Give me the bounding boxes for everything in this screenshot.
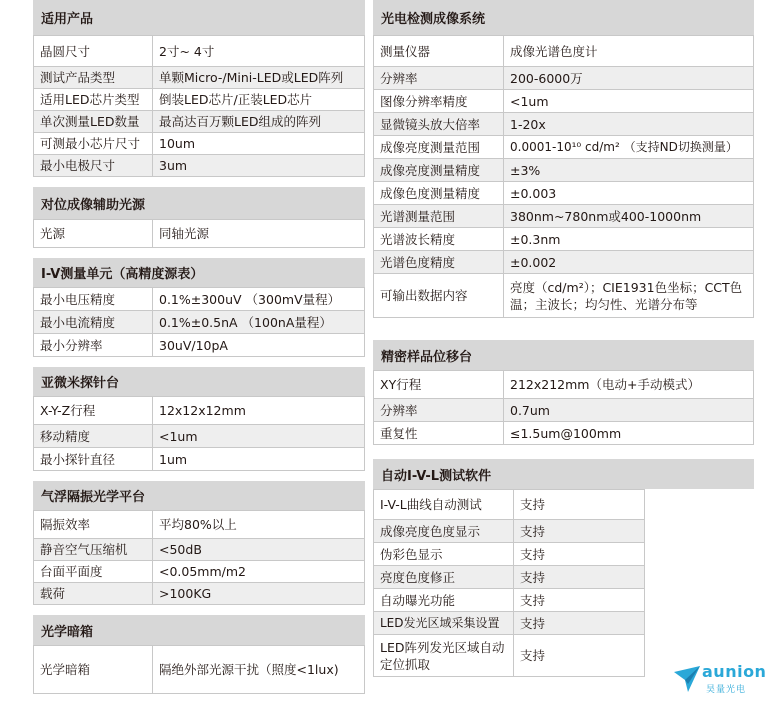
spec-value: <50dB <box>153 539 365 561</box>
spec-label: 显微镜头放大倍率 <box>374 113 504 136</box>
spec-value: 0.0001-10¹⁰ cd/m² （支持ND切换测量） <box>504 136 754 159</box>
spec-label: 最小探针直径 <box>34 448 153 471</box>
spec-value: 380nm~780nm或400-1000nm <box>504 205 754 228</box>
spec-value: 1-20x <box>504 113 754 136</box>
spec-value: <1um <box>153 425 365 448</box>
spec-value: 3um <box>153 155 365 177</box>
spec-value: ≤1.5um@100mm <box>504 422 754 445</box>
spec-value: 1um <box>153 448 365 471</box>
spec-label: XY行程 <box>374 371 504 399</box>
table-row <box>374 566 645 589</box>
spec-label: 光源 <box>34 220 153 248</box>
table-row <box>34 448 365 471</box>
spec-value: ±0.003 <box>504 182 754 205</box>
table-row <box>374 520 645 543</box>
spec-value: <0.05mm/m2 <box>153 561 365 583</box>
spec-value: 支持 <box>514 612 645 635</box>
spec-value: 成像光谱色度计 <box>504 36 754 67</box>
table-row <box>34 583 365 605</box>
spec-table <box>33 396 365 471</box>
spec-label: 测量仪器 <box>374 36 504 67</box>
table-row <box>34 111 365 133</box>
section-probe <box>33 367 365 471</box>
spec-table <box>33 645 365 694</box>
table-row <box>34 288 365 311</box>
table-row <box>34 155 365 177</box>
logo-icon <box>672 662 702 696</box>
table-row <box>34 220 365 248</box>
table-row <box>374 113 754 136</box>
table-row <box>374 589 645 612</box>
spec-value: ±3% <box>504 159 754 182</box>
spec-value: 30uV/10pA <box>153 334 365 357</box>
table-row <box>374 205 754 228</box>
spec-value: 同轴光源 <box>153 220 365 248</box>
company-logo <box>672 662 772 698</box>
right-column <box>373 0 754 677</box>
table-row <box>34 539 365 561</box>
spec-label: LED发光区域采集设置 <box>374 612 514 635</box>
spec-table <box>373 35 754 318</box>
spec-label: LED阵列发光区域自动定位抓取 <box>374 635 514 677</box>
spec-label: 静音空气压缩机 <box>34 539 153 561</box>
spec-value: 支持 <box>514 520 645 543</box>
spec-label: 成像亮度测量精度 <box>374 159 504 182</box>
table-row <box>34 67 365 89</box>
spec-value: 200-6000万 <box>504 67 754 90</box>
spec-value: 2寸~ 4寸 <box>153 36 365 67</box>
spec-label: 自动曝光功能 <box>374 589 514 612</box>
table-row <box>374 399 754 422</box>
spec-table <box>33 219 365 248</box>
spec-label: 成像亮度测量范围 <box>374 136 504 159</box>
spec-label: 光谱色度精度 <box>374 251 504 274</box>
spec-value: ±0.002 <box>504 251 754 274</box>
logo-subtitle: 昊量光电 <box>706 685 747 695</box>
spec-table <box>33 287 365 357</box>
spec-value: 隔绝外部光源干扰（照度<1lux) <box>153 646 365 694</box>
spec-label: I-V-L曲线自动测试 <box>374 490 514 520</box>
table-row <box>374 136 754 159</box>
spec-label: 台面平面度 <box>34 561 153 583</box>
table-row <box>34 425 365 448</box>
table-row <box>374 228 754 251</box>
section-products <box>33 0 365 177</box>
table-row <box>374 251 754 274</box>
spec-label: 光学暗箱 <box>34 646 153 694</box>
spec-label: 晶圆尺寸 <box>34 36 153 67</box>
table-row <box>374 182 754 205</box>
table-row <box>374 422 754 445</box>
section-title: 亚微米探针台 <box>33 367 365 396</box>
table-row <box>374 36 754 67</box>
spec-value: 支持 <box>514 543 645 566</box>
spec-label: 载荷 <box>34 583 153 605</box>
spec-value: 0.1%±300uV （300mV量程） <box>153 288 365 311</box>
spec-label: 成像色度测量精度 <box>374 182 504 205</box>
spec-table <box>33 510 365 605</box>
spec-value: 亮度（cd/m²）；CIE1931色坐标；CCT色温；主波长；均匀性、光谱分布等 <box>504 274 754 318</box>
table-row <box>374 612 645 635</box>
spec-value: 平均80%以上 <box>153 511 365 539</box>
table-row <box>374 159 754 182</box>
spec-table <box>33 35 365 177</box>
table-row <box>34 133 365 155</box>
section-imaging <box>373 0 754 318</box>
spec-label: 可输出数据内容 <box>374 274 504 318</box>
table-row <box>34 36 365 67</box>
spec-label: 重复性 <box>374 422 504 445</box>
spec-label: 亮度色度修正 <box>374 566 514 589</box>
table-row <box>34 334 365 357</box>
section-software <box>373 459 754 677</box>
table-row <box>34 511 365 539</box>
section-title: 精密样品位移台 <box>373 340 754 370</box>
spec-value: 10um <box>153 133 365 155</box>
spec-label: 光谱测量范围 <box>374 205 504 228</box>
left-column <box>33 0 365 694</box>
section-title: 光学暗箱 <box>33 615 365 645</box>
spec-value: 支持 <box>514 589 645 612</box>
spec-label: 伪彩色显示 <box>374 543 514 566</box>
spec-value: 12x12x12mm <box>153 397 365 425</box>
table-row <box>374 490 645 520</box>
spec-label: 测试产品类型 <box>34 67 153 89</box>
logo-name: aunion <box>702 662 767 681</box>
spec-label: 分辨率 <box>374 399 504 422</box>
spec-label: 隔振效率 <box>34 511 153 539</box>
section-title: 对位成像辅助光源 <box>33 187 365 219</box>
table-row <box>374 543 645 566</box>
section-title: 自动I-V-L测试软件 <box>373 459 754 489</box>
table-row <box>34 89 365 111</box>
spec-value: 支持 <box>514 490 645 520</box>
spec-table <box>373 370 754 445</box>
spec-value: <1um <box>504 90 754 113</box>
spec-label: X-Y-Z行程 <box>34 397 153 425</box>
spec-label: 可测最小芯片尺寸 <box>34 133 153 155</box>
spec-label: 最小电压精度 <box>34 288 153 311</box>
table-row <box>374 90 754 113</box>
table-row <box>34 397 365 425</box>
table-row <box>374 635 645 677</box>
spec-label: 适用LED芯片类型 <box>34 89 153 111</box>
spec-label: 最小电极尺寸 <box>34 155 153 177</box>
spec-value: 212x212mm（电动+手动模式） <box>504 371 754 399</box>
section-darkbox <box>33 615 365 694</box>
spec-label: 成像亮度色度显示 <box>374 520 514 543</box>
spec-table <box>373 489 645 677</box>
spec-value: 最高达百万颗LED组成的阵列 <box>153 111 365 133</box>
table-row <box>374 274 754 318</box>
spec-value: 单颗Micro-/Mini-LED或LED阵列 <box>153 67 365 89</box>
table-row <box>34 311 365 334</box>
table-row <box>34 646 365 694</box>
spec-value: 支持 <box>514 566 645 589</box>
spec-value: >100KG <box>153 583 365 605</box>
section-light <box>33 187 365 248</box>
spec-value: 0.7um <box>504 399 754 422</box>
spec-value: 支持 <box>514 635 645 677</box>
table-row <box>374 67 754 90</box>
section-stage <box>373 340 754 445</box>
spec-label: 光谱波长精度 <box>374 228 504 251</box>
spec-label: 最小分辨率 <box>34 334 153 357</box>
table-row <box>374 371 754 399</box>
spec-label: 分辨率 <box>374 67 504 90</box>
spec-label: 图像分辨率精度 <box>374 90 504 113</box>
table-row <box>34 561 365 583</box>
section-title: I-V测量单元（高精度源表） <box>33 258 365 287</box>
spec-label: 最小电流精度 <box>34 311 153 334</box>
section-platform <box>33 481 365 605</box>
section-title: 适用产品 <box>33 0 365 35</box>
spec-value: 0.1%±0.5nA （100nA量程） <box>153 311 365 334</box>
spec-label: 移动精度 <box>34 425 153 448</box>
spec-value: 倒装LED芯片/正装LED芯片 <box>153 89 365 111</box>
section-title: 光电检测成像系统 <box>373 0 754 35</box>
spec-label: 单次测量LED数量 <box>34 111 153 133</box>
section-title: 气浮隔振光学平台 <box>33 481 365 510</box>
spec-value: ±0.3nm <box>504 228 754 251</box>
section-iv <box>33 258 365 357</box>
